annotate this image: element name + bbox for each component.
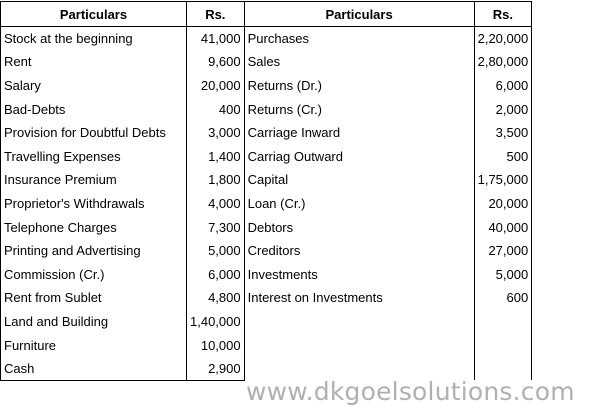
right-amount (474, 310, 532, 334)
right-amount: 3,500 (474, 121, 532, 145)
left-particular: Rent (1, 50, 187, 74)
table-row (1, 74, 532, 98)
left-amount: 3,000 (187, 121, 245, 145)
right-amount: 2,80,000 (474, 50, 532, 74)
ledger-body (1, 27, 532, 381)
table-row (1, 97, 532, 121)
right-particular: Purchases (247, 31, 310, 47)
right-amount: 6,000 (474, 74, 532, 98)
right-amount: 2,20,000 (474, 27, 532, 51)
right-particular: Interest on Investments (247, 290, 383, 306)
header-row (1, 2, 532, 27)
right-amount: 2,000 (474, 97, 532, 121)
header-particulars-right: Particulars (244, 2, 474, 27)
right-amount (474, 333, 532, 357)
right-amount: 500 (474, 144, 532, 168)
table-row (1, 286, 532, 310)
right-amount: 5,000 (474, 262, 532, 286)
header-amount-left: Rs. (187, 2, 245, 27)
left-amount: 5,000 (187, 239, 245, 263)
left-particular: Insurance Premium (1, 168, 187, 192)
table-row (1, 262, 532, 286)
left-particular: Rent from Sublet (1, 286, 187, 310)
left-particular: Stock at the beginning (1, 27, 187, 51)
table-row (1, 50, 532, 74)
left-amount: 1,400 (187, 144, 245, 168)
left-particular: Salary (1, 74, 187, 98)
left-amount: 2,900 (187, 357, 245, 381)
right-particular: Capital (247, 172, 289, 188)
right-amount: 40,000 (474, 215, 532, 239)
right-particular: Returns (Dr.) (247, 77, 323, 93)
left-amount: 10,000 (187, 333, 245, 357)
table-row (1, 121, 532, 145)
left-particular: Furniture (1, 333, 187, 357)
left-amount: 20,000 (187, 74, 245, 98)
right-particular: Carriag Outward (247, 148, 343, 164)
right-particular: Debtors (247, 219, 294, 235)
left-amount: 41,000 (187, 27, 245, 51)
left-particular: Proprietor's Withdrawals (1, 192, 187, 216)
left-particular: Travelling Expenses (1, 144, 187, 168)
left-particular: Provision for Doubtful Debts (1, 121, 187, 145)
right-amount: 20,000 (474, 192, 532, 216)
right-particular: Returns (Cr.) (247, 101, 323, 117)
right-particular: Sales (247, 54, 281, 70)
left-amount: 1,800 (187, 168, 245, 192)
right-particular: Creditors (247, 243, 301, 259)
right-amount: 1,75,000 (474, 168, 532, 192)
header-particulars-left: Particulars (1, 2, 187, 27)
table-row (1, 215, 532, 239)
left-amount: 9,600 (187, 50, 245, 74)
header-amount-right: Rs. (474, 2, 532, 27)
left-amount: 4,800 (187, 286, 245, 310)
table-row (1, 168, 532, 192)
left-particular: Land and Building (1, 310, 187, 334)
right-particular (244, 333, 474, 357)
table-row (1, 27, 532, 51)
table-row (1, 333, 532, 357)
left-particular: Telephone Charges (1, 215, 187, 239)
right-particular: Carriage Inward (247, 125, 341, 141)
left-particular: Cash (1, 357, 187, 381)
left-amount: 1,40,000 (187, 310, 245, 334)
right-particular (244, 310, 474, 334)
left-particular: Bad-Debts (1, 97, 187, 121)
right-amount: 600 (474, 286, 532, 310)
left-amount: 400 (187, 97, 245, 121)
left-amount: 6,000 (187, 262, 245, 286)
right-amount: 27,000 (474, 239, 532, 263)
table-row (1, 239, 532, 263)
left-amount: 4,000 (187, 192, 245, 216)
left-particular: Printing and Advertising (1, 239, 187, 263)
right-particular: Loan (Cr.) (247, 195, 306, 211)
right-particular: Investments (247, 266, 318, 282)
watermark-text: www.dkgoelsolutions.com (246, 377, 575, 406)
table-row (1, 144, 532, 168)
table-row (1, 192, 532, 216)
left-particular: Commission (Cr.) (1, 262, 187, 286)
table-row (1, 310, 532, 334)
left-amount: 7,300 (187, 215, 245, 239)
ledger-table (0, 1, 532, 381)
